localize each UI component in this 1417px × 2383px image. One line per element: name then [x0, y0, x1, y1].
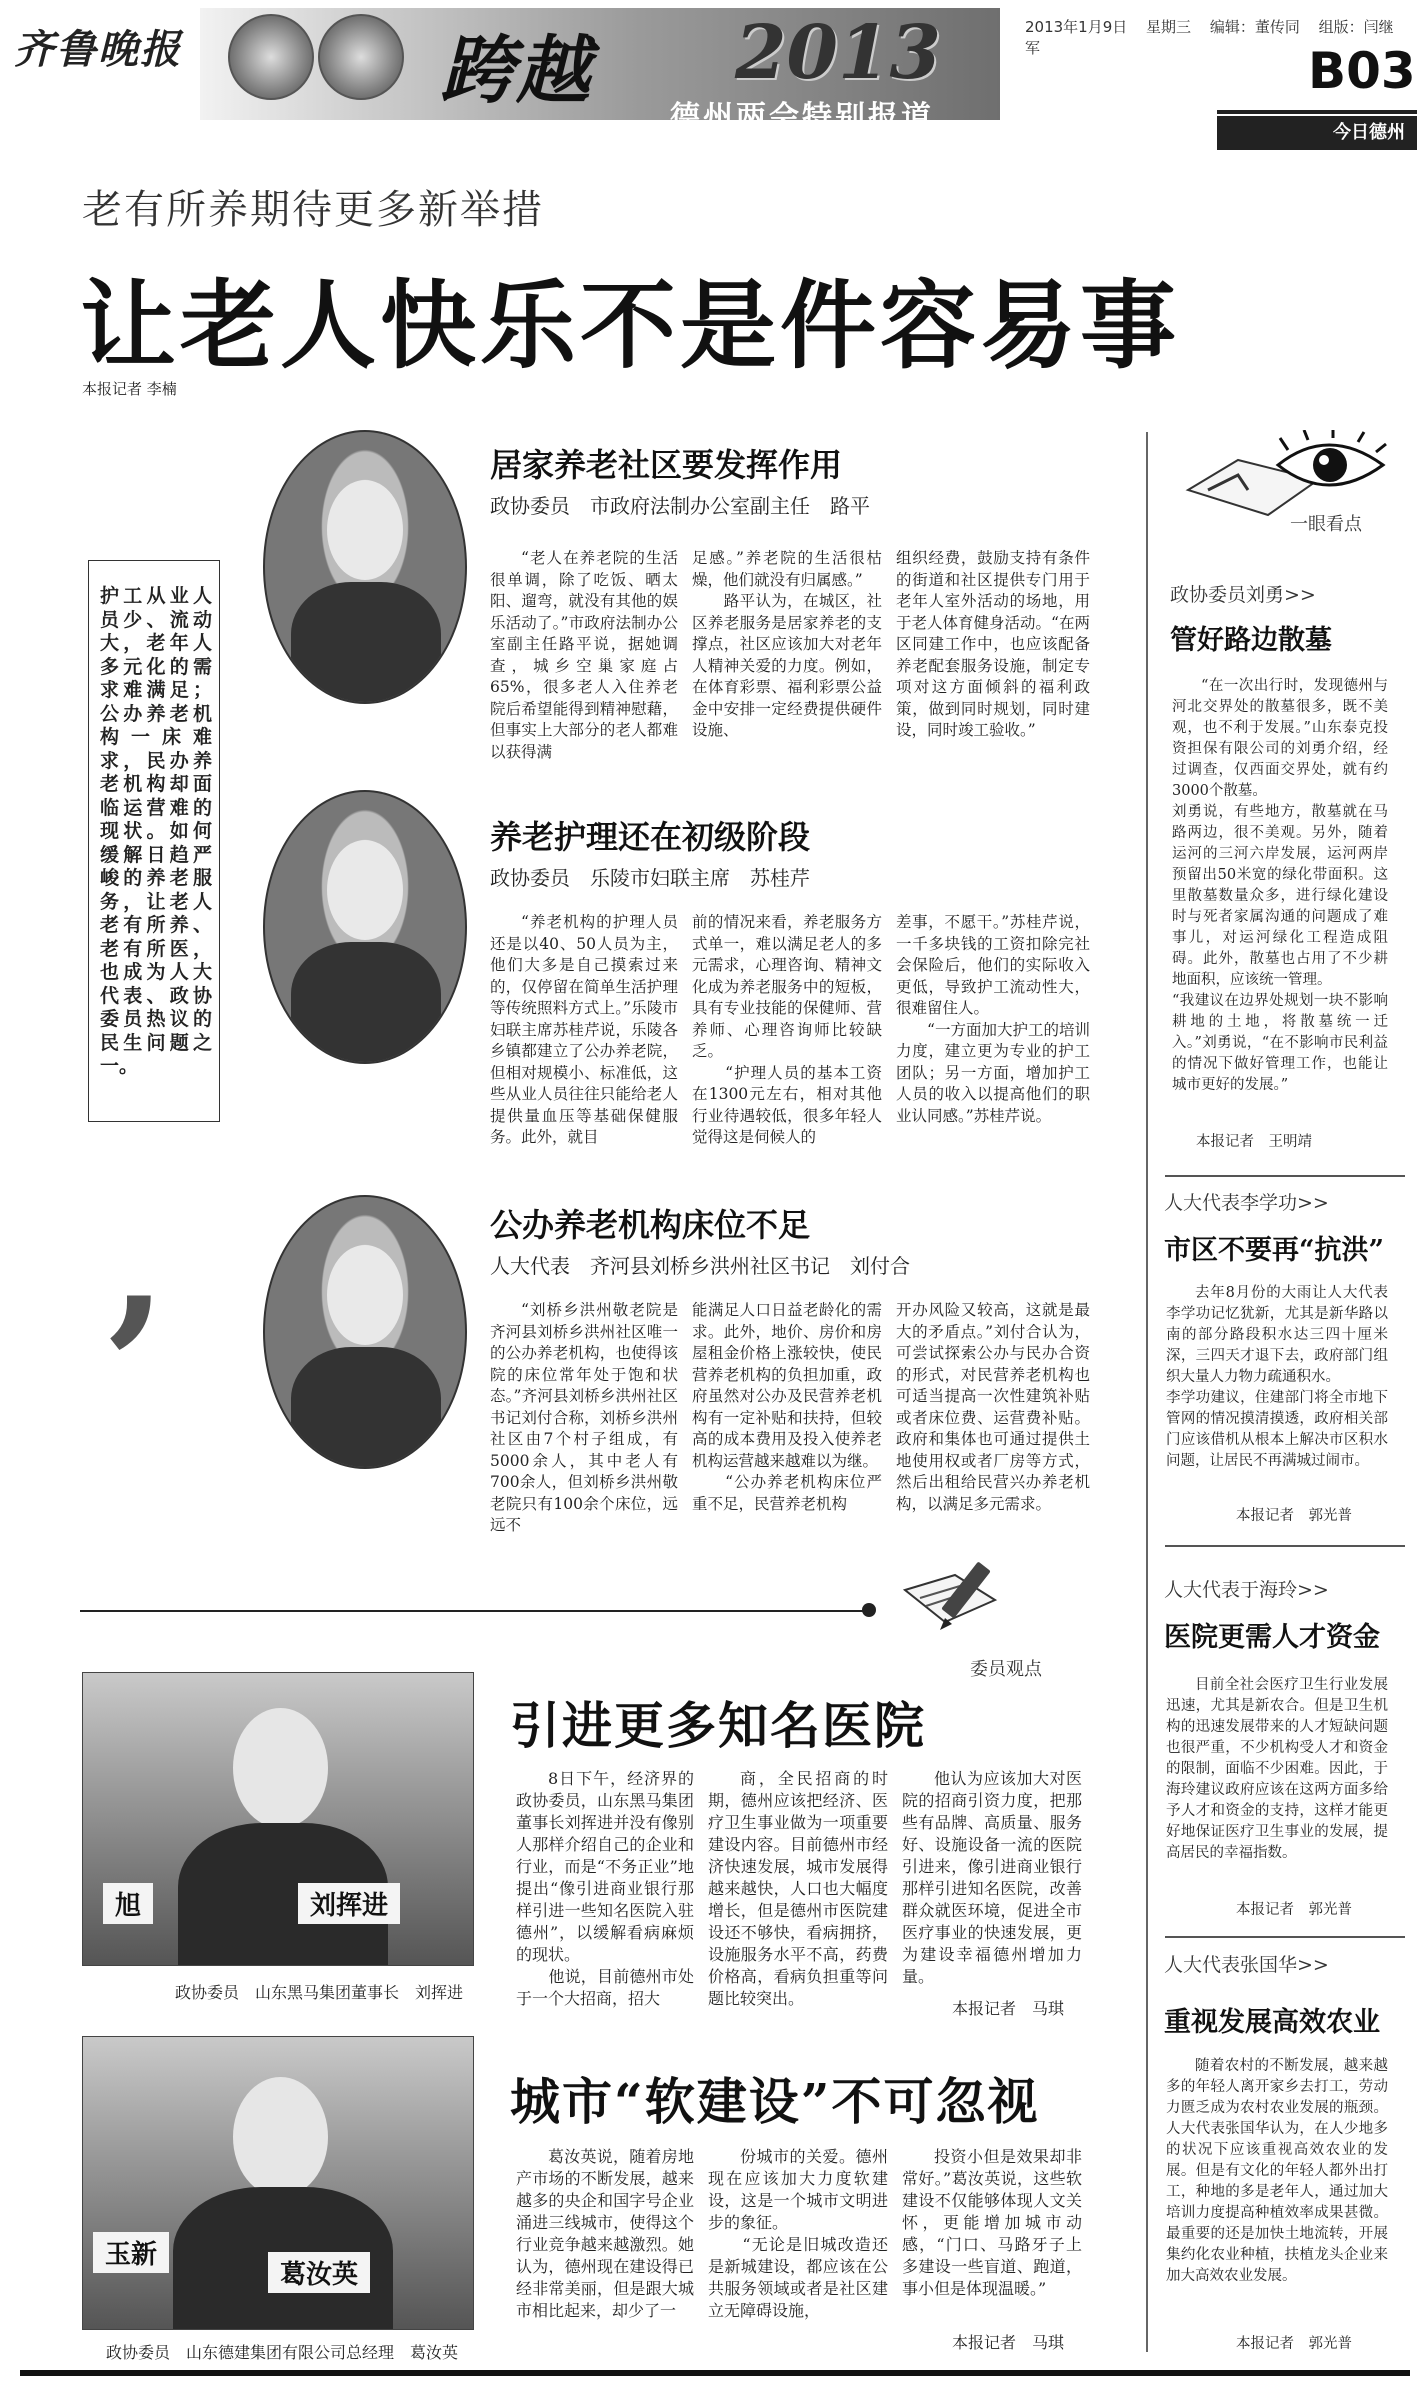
section-column: “老人在养老院的生活很单调，除了吃饭、晒太阳、遛弯，就没有其他的娱乐活动了。”市政府法制办公室副主任路平说，据她调查，城乡空巢家庭占65%，很多老人入住养老院后希望能得到精神慰藉，但事实上大部分的老人都难以获得满 [490, 549, 678, 761]
nameplate: 刘挥进 [298, 1883, 400, 1924]
issue-date: 2013年1月9日 [1025, 18, 1128, 36]
banner-subtitle: 德州两会特别报道 [670, 100, 934, 135]
photo-caption: 政协委员 山东德建集团有限公司总经理 葛汝英 [106, 2343, 459, 2362]
editor-credit: 编辑：董传同 [1209, 18, 1300, 36]
viewpoint-column: 8日下午，经济界的政协委员，山东黑马集团董事长刘挥进并没有像别人那样介绍自己的企业和行业，而是“不务正业”地提出“像引进商业银行那样引进一些知名医院入驻德州”，以缓解看病麻烦的现状。 他说，目前德州市处于一个大招商，招大 [516, 1769, 694, 2008]
rc-kicker: 人大代表李学功>> [1164, 1192, 1329, 1214]
section-rule [1217, 110, 1417, 114]
pencil-icon [900, 1560, 1010, 1640]
viewpoint-column: 投资小但是效果却非常好。”葛汝英说，这些软建设不仅能够体现人文关怀，更能增加城市动感，“门口、马路牙子上多建设一些盲道、跑道，事小但是体现温暖。” [902, 2147, 1082, 2298]
section-person: 人大代表 齐河县刘桥乡洪州社区书记 刘付合 [490, 1254, 910, 1278]
article-byline: 本报记者 李楠 [82, 380, 177, 398]
section-column: 前的情况来看，养老服务方式单一，难以满足老人的多元需求，心理咨询、精神文化成为养老服务中的短板，具有专业技能的保健师、营养师、心理咨询师比较缺乏。 “护理人员的基本工资在1300元左右，相对其他行业待遇较低，很多年轻人觉得这是伺候人的 [692, 913, 882, 1146]
section-title: 公办养老机构床位不足 [490, 1206, 811, 1244]
rc-title: 管好路边散墓 [1170, 625, 1332, 656]
section-column: 开办风险又较高，这就是最大的矛盾点。”刘付合认为，可尝试探索公办与民办合资的形式，对民营养老机构也可适当提高一次性建筑补贴或者床位费、运营费补贴。政府和集体也可通过提供土地使用权或者厂房等方式，然后出租给民营兴办养老机构，以满足多元需求。 [896, 1301, 1090, 1513]
photo-ge-ruying [82, 2036, 474, 2330]
page-number: B03 [1308, 42, 1416, 100]
viewpoint-label: 委员观点 [970, 1659, 1042, 1680]
section-title: 居家养老社区要发挥作用 [490, 446, 843, 484]
article-blurb: 护工从业人员少、流动大，老年人多元化的需求难满足；公办养老机构一床难求，民办养老机构却面临运营难的现状。如何缓解日趋严峻的养老服务，让老人老有所养、老有所医，也成为人大代表、政协委员热议的民生问题之一。 [100, 585, 212, 1077]
cppcc-emblem-icon [318, 14, 404, 100]
section-column: 组织经费，鼓励支持有条件的街道和社区提供专门用于老年人室外活动的场地，用于老人体育健身活动。“在两区同建工作中，也应该配备养老配套服务设施，制定专项对这方面倾斜的福利政策，做到同时规划，同时建设，同时竣工验收。” [896, 549, 1090, 739]
section-column: 差事，不愿干。”苏桂芹说，一千多块钱的工资扣除完社会保险后，他们的实际收入更低，导致护工流动性大，很难留住人。 “一方面加大护工的培训力度，建立更为专业的护工团队；另一方面，增加护工人员的收入以提高他们的职业认同感。”苏桂芹说。 [896, 913, 1090, 1125]
national-emblem-icon [228, 14, 314, 100]
viewpoint-dot [862, 1603, 876, 1617]
rc-kicker: 人大代表张国华>> [1164, 1954, 1329, 1976]
rc-body: “在一次出行时，发现德州与河北交界处的散墓很多，既不美观，也不利于发展。”山东泰克投资担保有限公司的刘勇介绍，经过调查，仅西面交界处，就有约3000个散墓。 刘勇说，有些地方，散墓就在马路两边，很不美观。另外，随着运河的三河六岸发展，运河两岸预留出50米宽的绿化带面积。这里散墓数量众多，进行绿化建设时与死者家属沟通的问题成了难事儿，对运河绿化工程造成阻碍。此外，散墓也占用了不少耕地面积，应该统一管理。 “我建议在边界处规划一块不影响耕地的土地，将散墓统一迁入。”刘勇说，“在不影响市民利益的情况下做好管理工作，也能让城市更好的发展。” [1172, 678, 1388, 1093]
rc-rule [1165, 1936, 1405, 1938]
photo-caption: 政协委员 山东黑马集团董事长 刘挥进 [175, 1983, 464, 2002]
rc-body: 目前全社会医疗卫生行业发展迅速，尤其是新农合。但是卫生机构的迅速发展带来的人才短缺问题也很严重，不少机构受人才和资金的限制，面临不少困难。因此，于海玲建议政府应该在这两方面多给予人才和资金的支持，这样才能更好地保证医疗卫生事业的发展，提高居民的幸福指数。 [1166, 1677, 1388, 1861]
eye-label: 一眼看点 [1290, 514, 1362, 535]
rc-byline: 本报记者 郭光普 [1236, 1508, 1352, 1524]
rc-title: 重视发展高效农业 [1164, 2007, 1380, 2038]
quote-mark-icon: , [108, 1163, 168, 1363]
section-title: 养老护理还在初级阶段 [490, 818, 811, 856]
page-bottom-rule [20, 2370, 1410, 2376]
portrait-liu-fuhe [263, 1195, 467, 1469]
viewpoint-column: 葛汝英说，随着房地产市场的不断发展，越来越多的央企和国字号企业涌进三线城市，使得这个行业竞争越来越激烈。她认为，德州现在建设得已经非常美丽，但是跟大城市相比起来，却少了一 [516, 2147, 694, 2320]
rc-byline: 本报记者 王明靖 [1196, 1134, 1312, 1150]
column-divider [1146, 432, 1148, 2352]
viewpoint-title: 引进更多知名医院 [510, 1696, 926, 1755]
layout-credit: 组版：闫继军 [1025, 18, 1394, 57]
banner-year: 2013 [735, 10, 941, 96]
nameplate-partial: 旭 [103, 1883, 153, 1924]
rc-body: 去年8月份的大雨让人大代表李学功记忆犹新，尤其是新华路以南的部分路段积水达三四十厘米深，三四天才退下去，政府部门组织大量人力物力疏通积水。 李学功建议，住建部门将全市地下管网的情况摸清摸透，政府相关部门应该借机从根本上解决市区积水问题，让居民不再满城过闹市。 [1166, 1285, 1388, 1469]
photo-liu-huijin [82, 1672, 474, 1966]
article-headline: 让老人快乐不是件容易事 [80, 270, 1180, 382]
section-column: “养老机构的护理人员还是以40、50人员为主，他们大多是自己摸索过来的，仅停留在简单生活护理等传统照料方式上。”乐陵市妇联主席苏桂芹说，乐陵各乡镇都建立了公办养老院，但相对规模小、标准低，这些从业人员往往只能给老人提供量血压等基础保健服务。此外，就目 [490, 913, 678, 1146]
issue-weekday: 星期三 [1146, 18, 1192, 36]
rc-title: 医院更需人才资金 [1164, 1622, 1380, 1653]
section-column: 能满足人口日益老龄化的需求。此外，地价、房价和房屋租金价格上涨较快，使民营养老机构的负担加重，政府虽然对公办及民营养老机构有一定补贴和扶持，但较高的成本费用及投入使养老机构运营越来越难以为继。 “公办养老机构床位严重不足，民营养老机构 [692, 1301, 882, 1513]
section-tag: 今日德州 [1217, 116, 1417, 150]
eye-icon [1168, 430, 1406, 535]
portrait-su-guiqin [263, 790, 467, 1064]
section-person: 政协委员 乐陵市妇联主席 苏桂芹 [490, 866, 810, 890]
rc-kicker: 人大代表于海玲>> [1164, 1579, 1329, 1601]
viewpoint-byline: 本报记者 马琪 [952, 1999, 1065, 2018]
rc-rule [1165, 1175, 1405, 1177]
viewpoint-byline: 本报记者 马琪 [952, 2333, 1065, 2352]
rc-byline: 本报记者 郭光普 [1236, 2336, 1352, 2352]
section-column: “刘桥乡洪州敬老院是齐河县刘桥乡洪州社区唯一的公办养老机构，也使得该院的床位常年处于饱和状态。”齐河县刘桥乡洪州社区书记刘付合称，刘桥乡洪州社区由7个村子组成，有5000余人，其中老人有700余人，但刘桥乡洪州敬老院只有100余个床位，远远不 [490, 1301, 678, 1534]
rc-rule [1165, 1545, 1405, 1547]
paper-logo: 齐鲁晚报 [14, 26, 182, 73]
section-person: 政协委员 市政府法制办公室副主任 路平 [490, 494, 870, 518]
viewpoint-rule [80, 1610, 870, 1612]
rc-kicker: 政协委员刘勇>> [1170, 584, 1316, 606]
rc-title: 市区不要再“抗洪” [1164, 1235, 1385, 1266]
rc-body: 随着农村的不断发展，越来越多的年轻人离开家乡去打工，劳动力匮乏成为农村农业发展的瓶颈。人大代表张国华认为，在人少地多的状况下应该重视高效农业的发展。但是有文化的年轻人都外出打工，种地的多是老年人，通过加大培训力度提高种植效率成果甚微。最重要的还是加快土地流转，开展集约化农业种植，扶植龙头企业来加大高效农业发展。 [1166, 2058, 1388, 2284]
viewpoint-column: 份城市的关爱。德州现在应该加大力度软建设，这是一个城市文明进步的象征。 “无论是旧城改造还是新城建设，都应该在公共服务领域或者是社区建立无障碍设施， [708, 2147, 888, 2320]
viewpoint-column: 商，全民招商的时期，德州应该把经济、医疗卫生事业做为一项重要建设内容。目前德州市经济快速发展，城市发展得越来越快，人口也大幅度增长，但是德州市医院建设还不够快，看病拥挤，设施服务水平不高，药费价格高，看病负担重等问题比较突出。 [708, 1769, 888, 2008]
article-kicker: 老有所养期待更多新举措 [82, 187, 544, 233]
portrait-lu-ping [263, 430, 467, 704]
rc-byline: 本报记者 郭光普 [1236, 1902, 1352, 1918]
banner-title: 跨越 [440, 28, 592, 114]
nameplate-partial: 玉新 [93, 2232, 169, 2273]
viewpoint-title: 城市“软建设”不可忽视 [510, 2072, 1040, 2131]
nameplate: 葛汝英 [268, 2252, 370, 2293]
section-column: 足感。”养老院的生活很枯燥，他们就没有归属感。” 路平认为，在城区，社区养老服务是居家养老的支撑点，社区应该加大对老年人精神关爱的力度。例如，在体育彩票、福利彩票公益金中安排一定经费提供硬件设施、 [692, 549, 882, 739]
viewpoint-column: 他认为应该加大对医院的招商引资力度，把那些有品牌、高质量、服务好、设施设备一流的医院引进来，像引进商业银行那样引进知名医院，改善群众就医环境，促进全市医疗事业的快速发展，更为建设幸福德州增加力量。 [902, 1769, 1082, 1986]
